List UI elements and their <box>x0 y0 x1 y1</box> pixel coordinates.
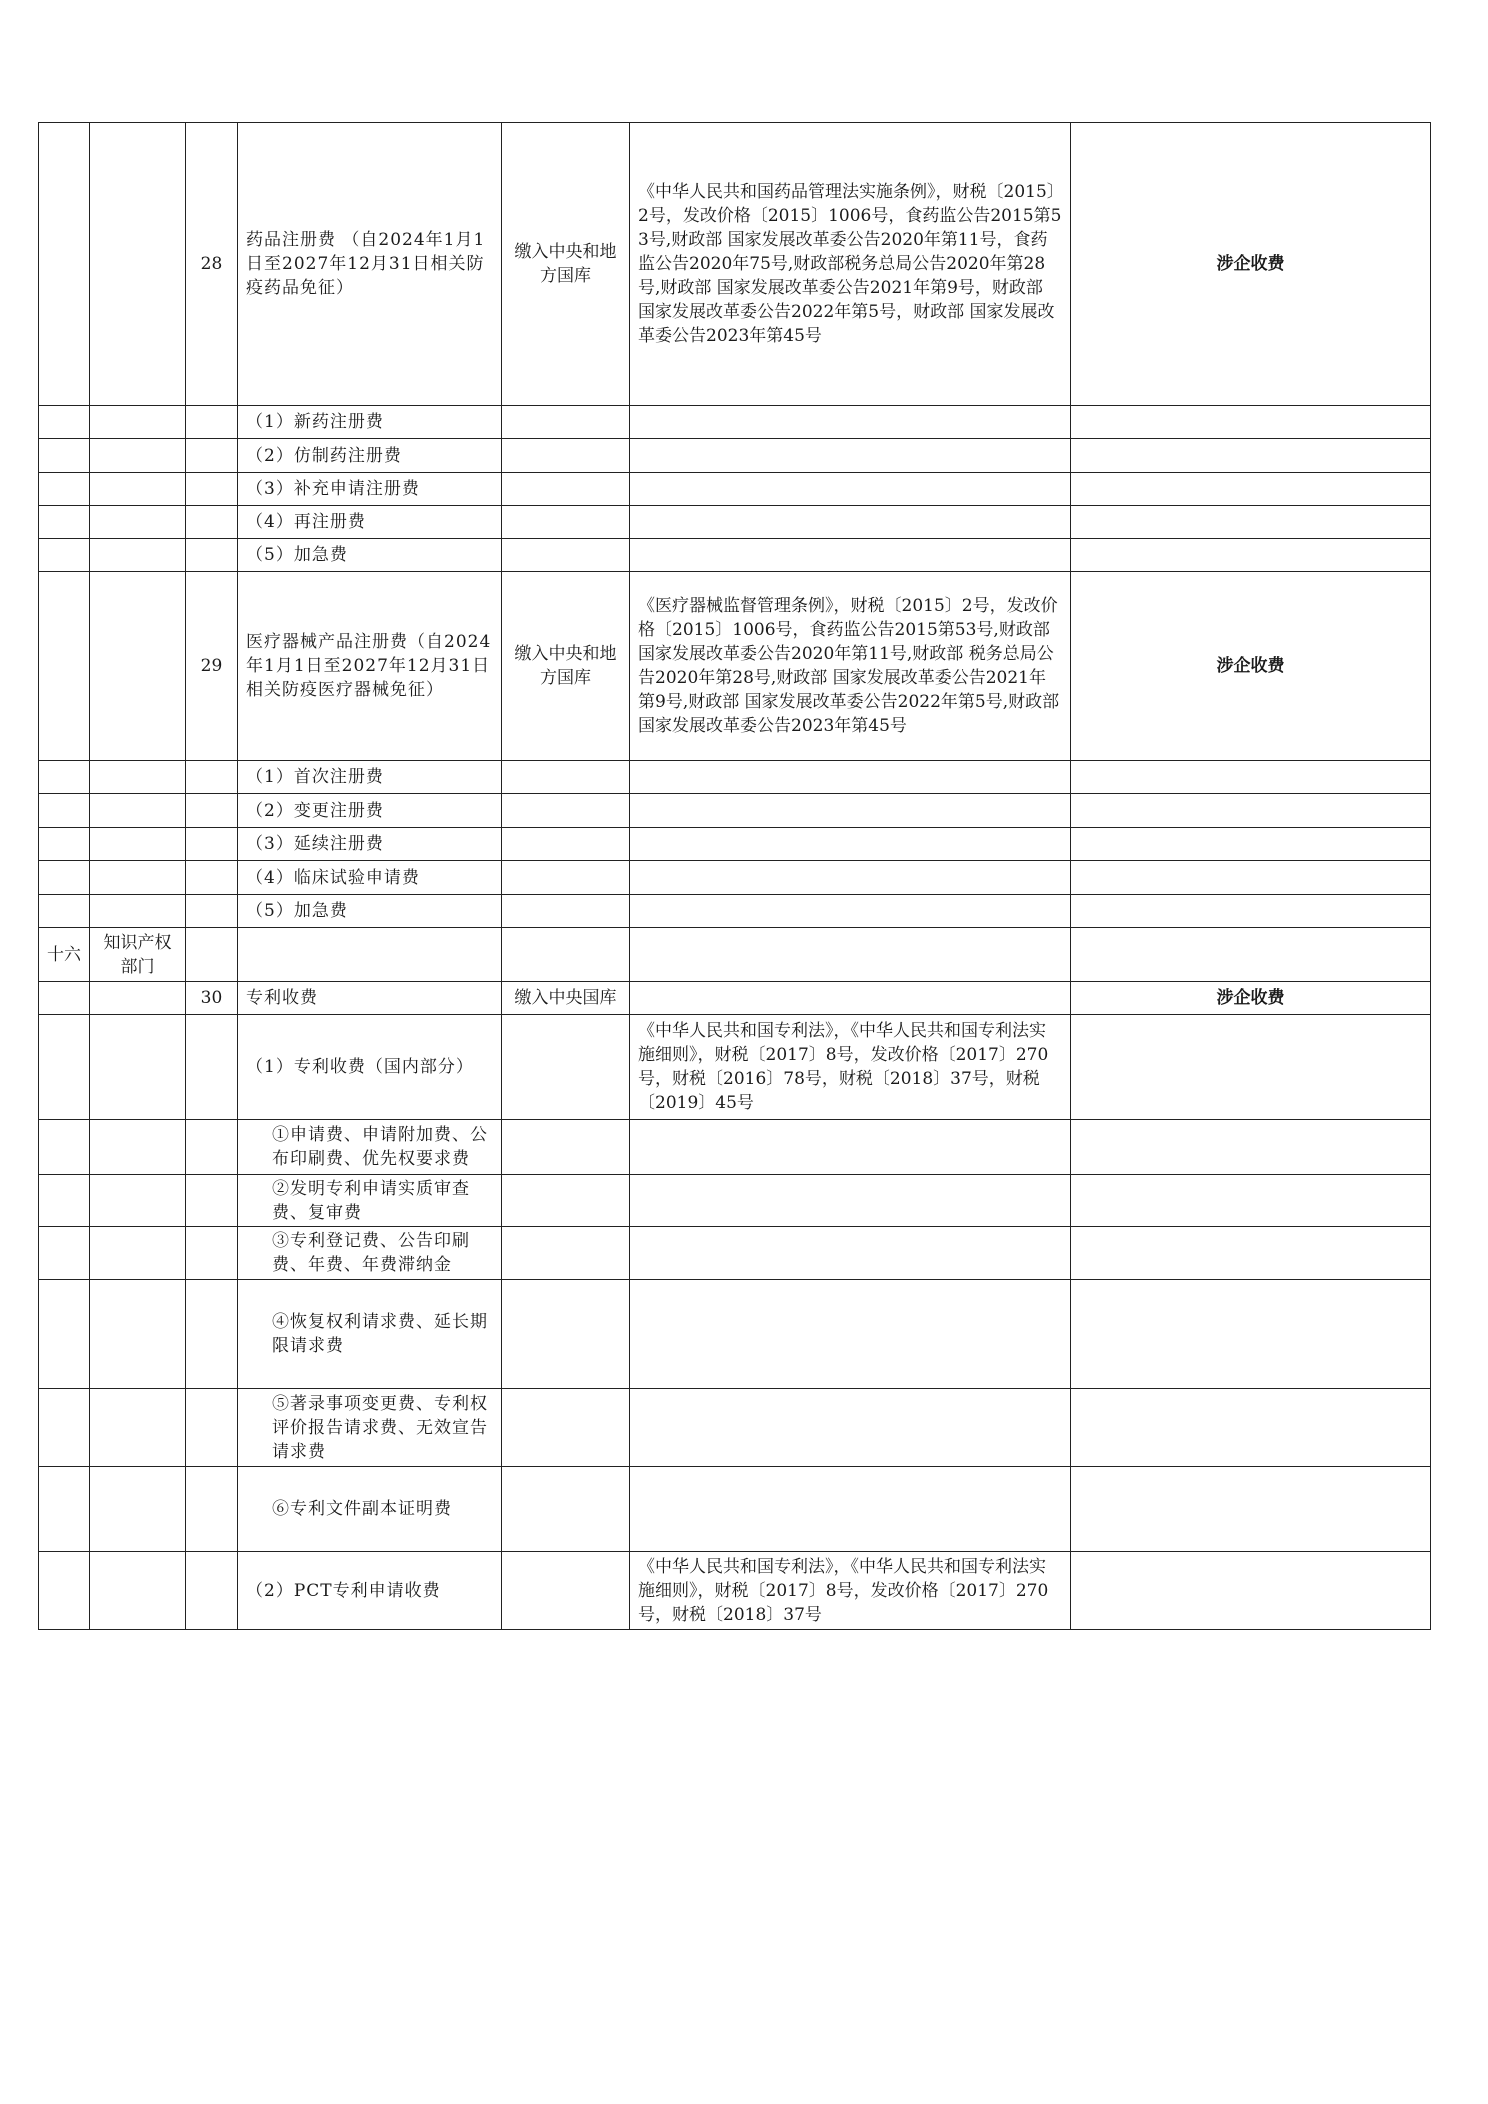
policy-basis: 《医疗器械监督管理条例》，财税〔2015〕2号，发改价格〔2015〕1006号，食药监公告2015第53号,财政部 国家发展改革委公告2020年第11号,财政部 税务总局公告2020年第28号,财政部 国家发展改革委公告2021年第9号,财政部 国家发展改革委公告2022年第5号,财政部 国家发展改革委公告2023年第45号 <box>630 572 1071 761</box>
table-row <box>39 123 1431 406</box>
table-row <box>39 861 1431 895</box>
fee-name: 医疗器械产品注册费（自2024年1月1日至2027年12月31日相关防疫医疗器械免征） <box>238 572 502 761</box>
table-row <box>39 1175 1431 1227</box>
table-row <box>39 1389 1431 1467</box>
fee-subitem: （3）延续注册费 <box>238 828 502 861</box>
fee-note: 涉企收费 <box>1071 123 1431 406</box>
fee-subitem: （5）加急费 <box>238 895 502 928</box>
fee-subitem: （4）再注册费 <box>238 506 502 539</box>
table-row <box>39 982 1431 1015</box>
table-row <box>39 1467 1431 1552</box>
fee-subitem: ④恢复权利请求费、延长期限请求费 <box>238 1280 502 1389</box>
fee-subitem: （1）专利收费（国内部分） <box>238 1015 502 1120</box>
table-row <box>39 539 1431 572</box>
policy-basis: 《中华人民共和国专利法》，《中华人民共和国专利法实施细则》，财税〔2017〕8号，发改价格〔2017〕270号，财税〔2016〕78号，财税〔2018〕37号，财税〔2019〕45号 <box>630 1015 1071 1120</box>
collection-method: 缴入中央和地方国库 <box>502 572 630 761</box>
item-number: 28 <box>186 123 238 406</box>
table-row <box>39 1015 1431 1120</box>
fee-subitem: （1）新药注册费 <box>238 406 502 439</box>
fee-note: 涉企收费 <box>1071 572 1431 761</box>
table-row <box>39 794 1431 828</box>
fee-subitem: ⑤著录事项变更费、专利权评价报告请求费、无效宣告请求费 <box>238 1389 502 1467</box>
table-row <box>39 1552 1431 1630</box>
fee-name: 药品注册费 （自2024年1月1日至2027年12月31日相关防疫药品免征） <box>238 123 502 406</box>
table-row <box>39 828 1431 861</box>
fee-subitem: （4）临床试验申请费 <box>238 861 502 895</box>
fee-table <box>38 122 1431 1630</box>
item-number: 29 <box>186 572 238 761</box>
table-row <box>39 761 1431 794</box>
department-name: 知识产权部门 <box>90 928 186 982</box>
fee-subitem: ②发明专利申请实质审查费、复审费 <box>238 1175 502 1227</box>
table-row <box>39 473 1431 506</box>
collection-method: 缴入中央国库 <box>502 982 630 1015</box>
fee-subitem: （5）加急费 <box>238 539 502 572</box>
fee-subitem: （2）仿制药注册费 <box>238 439 502 473</box>
collection-method: 缴入中央和地方国库 <box>502 123 630 406</box>
fee-name: 专利收费 <box>238 982 502 1015</box>
table-row <box>39 1120 1431 1175</box>
item-number: 30 <box>186 982 238 1015</box>
table-row <box>39 1280 1431 1389</box>
policy-basis: 《中华人民共和国专利法》，《中华人民共和国专利法实施细则》，财税〔2017〕8号，发改价格〔2017〕270号，财税〔2018〕37号 <box>630 1552 1071 1630</box>
policy-basis: 《中华人民共和国药品管理法实施条例》，财税〔2015〕2号，发改价格〔2015〕1006号，食药监公告2015第53号,财政部 国家发展改革委公告2020年第11号，食药监公告2020年75号,财政部税务总局公告2020年第28号,财政部 国家发展改革委公告2021年第9号，财政部 国家发展改革委公告2022年第5号，财政部 国家发展改革委公告2023年第45号 <box>630 123 1071 406</box>
fee-note: 涉企收费 <box>1071 982 1431 1015</box>
fee-subitem: （1）首次注册费 <box>238 761 502 794</box>
table-row <box>39 406 1431 439</box>
table-row <box>39 506 1431 539</box>
section-number: 十六 <box>39 928 90 982</box>
fee-subitem: （3）补充申请注册费 <box>238 473 502 506</box>
fee-subitem: （2）PCT专利申请收费 <box>238 1552 502 1630</box>
table-row <box>39 572 1431 761</box>
fee-subitem: ①申请费、申请附加费、公布印刷费、优先权要求费 <box>238 1120 502 1175</box>
table-row <box>39 1227 1431 1280</box>
fee-subitem: ⑥专利文件副本证明费 <box>238 1467 502 1552</box>
fee-subitem: （2）变更注册费 <box>238 794 502 828</box>
table-row <box>39 439 1431 473</box>
fee-subitem: ③专利登记费、公告印刷费、年费、年费滞纳金 <box>238 1227 502 1280</box>
table-row <box>39 928 1431 982</box>
table-row <box>39 895 1431 928</box>
